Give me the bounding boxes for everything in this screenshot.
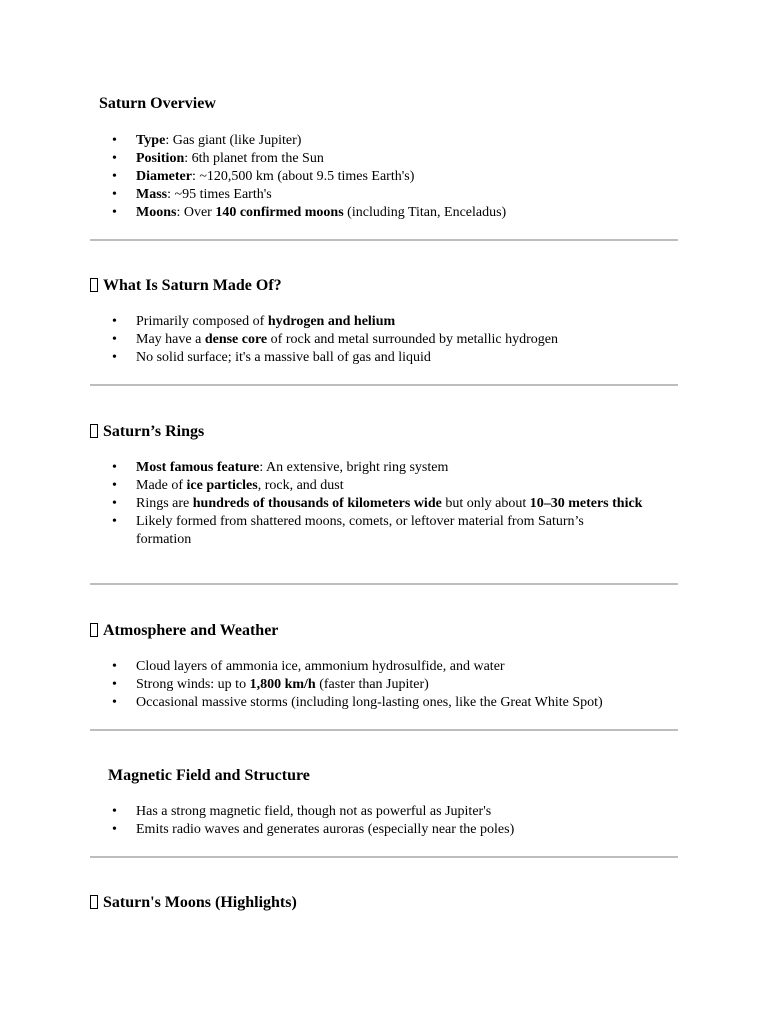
list-item: • Made of ice particles, rock, and dust: [90, 477, 678, 495]
divider: [90, 239, 678, 241]
list-item: • Mass: ~95 times Earth's: [90, 186, 678, 204]
list-item: • May have a dense core of rock and metal surrounded by metallic hydrogen: [90, 331, 678, 349]
list-item: • Likely formed from shattered moons, comets, or leftover material from Saturn’s formation: [90, 513, 678, 549]
atmosphere-title: Atmosphere and Weather: [103, 622, 279, 639]
magnetic-list: [90, 803, 678, 839]
missing-glyph-icon: [90, 424, 98, 438]
list-item: • No solid surface; it's a massive ball of gas and liquid: [90, 349, 678, 367]
list-item: • Emits radio waves and generates auroras (especially near the poles): [90, 821, 678, 839]
magnetic-section: [90, 766, 678, 786]
list-item: • Most famous feature: An extensive, bright ring system: [90, 459, 678, 477]
divider: [90, 583, 678, 585]
moons-section: [90, 893, 678, 913]
missing-glyph-icon: [90, 895, 98, 909]
atmosphere-list: [90, 658, 678, 712]
moons-heading: [90, 893, 678, 913]
divider: [90, 384, 678, 386]
atmosphere-section: [90, 621, 678, 641]
overview-heading: [90, 94, 678, 114]
magnetic-list-wrap: [90, 803, 678, 839]
list-item: • Type: Gas giant (like Jupiter): [90, 132, 678, 150]
composition-heading: [90, 276, 678, 296]
list-item: • Rings are hundreds of thousands of kilometers wide but only about 10–30 meters thick: [90, 495, 678, 513]
list-item: • Primarily composed of hydrogen and helium: [90, 313, 678, 331]
overview-title: Saturn Overview: [99, 95, 216, 112]
list-item: • Moons: Over 140 confirmed moons (including Titan, Enceladus): [90, 204, 678, 222]
moons-title: Saturn's Moons (Highlights): [103, 894, 297, 911]
overview-list-wrap: [90, 132, 678, 222]
list-item: • Position: 6th planet from the Sun: [90, 150, 678, 168]
list-item: • Diameter: ~120,500 km (about 9.5 times Earth's): [90, 168, 678, 186]
missing-glyph-icon: [90, 278, 98, 292]
composition-section: [90, 276, 678, 296]
rings-list: [90, 459, 678, 549]
atmosphere-heading: [90, 621, 678, 641]
missing-glyph-icon: [90, 623, 98, 637]
overview-list: [90, 132, 678, 222]
composition-list-wrap: [90, 313, 678, 367]
rings-heading: [90, 422, 678, 442]
list-item: • Cloud layers of ammonia ice, ammonium hydrosulfide, and water: [90, 658, 678, 676]
composition-list: [90, 313, 678, 367]
list-item: • Occasional massive storms (including long-lasting ones, like the Great White Spot): [90, 694, 678, 712]
magnetic-title: Magnetic Field and Structure: [108, 767, 310, 784]
rings-section: [90, 422, 678, 442]
list-item: • Has a strong magnetic field, though not as powerful as Jupiter's: [90, 803, 678, 821]
divider: [90, 856, 678, 858]
rings-list-wrap: [90, 459, 678, 549]
atmosphere-list-wrap: [90, 658, 678, 712]
magnetic-heading: [90, 766, 678, 786]
composition-title: What Is Saturn Made Of?: [103, 277, 282, 294]
divider: [90, 729, 678, 731]
overview-section: [90, 94, 678, 114]
list-item: • Strong winds: up to 1,800 km/h (faster than Jupiter): [90, 676, 678, 694]
rings-title: Saturn’s Rings: [103, 423, 205, 440]
